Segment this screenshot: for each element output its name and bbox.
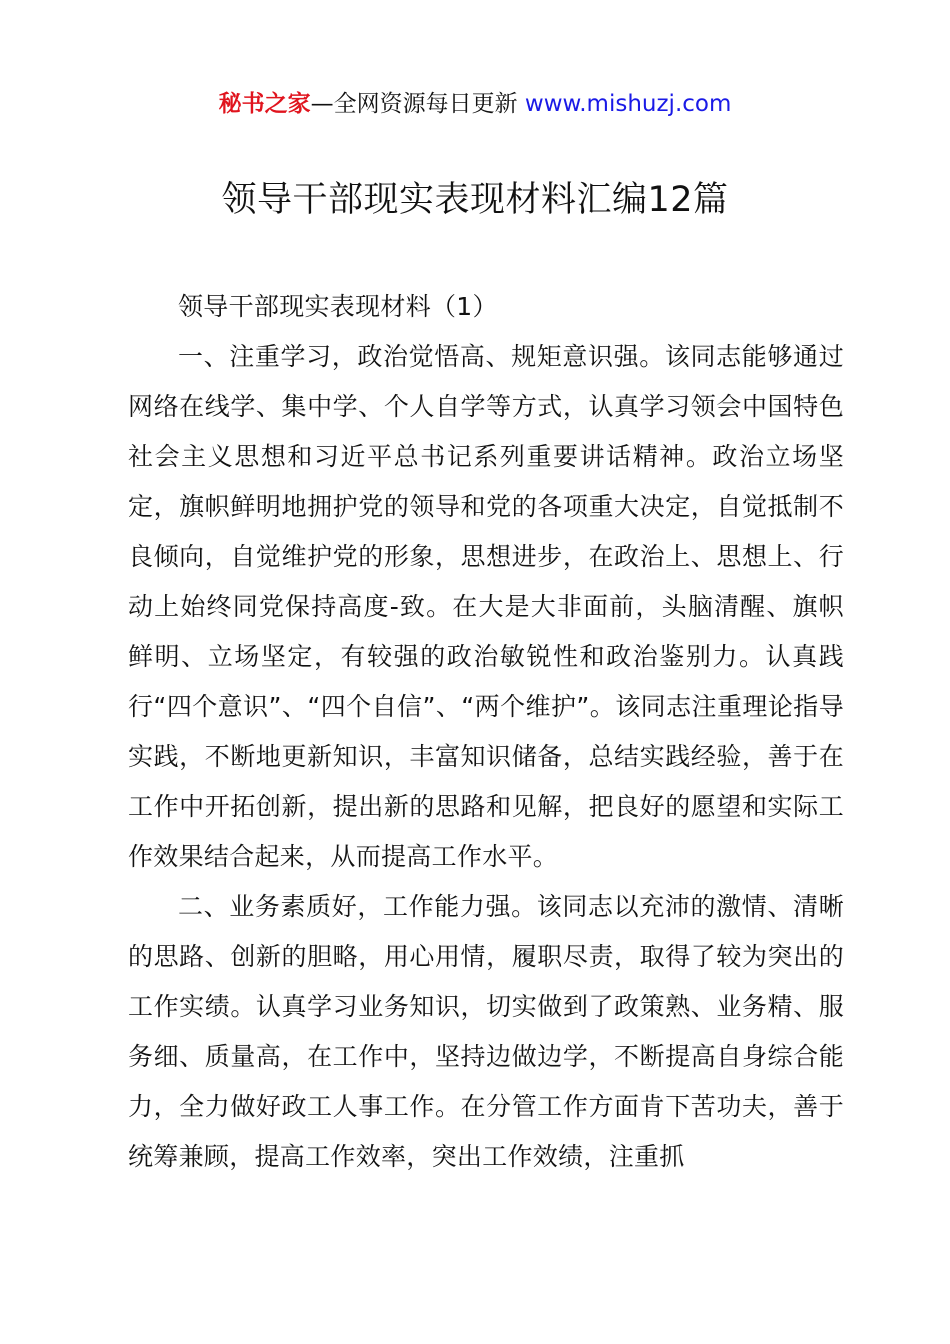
document-body — [128, 282, 844, 1182]
header-tagline: —全网资源每日更新 — [310, 91, 525, 117]
paragraph-2: 二、业务素质好，工作能力强。该同志以充沛的激情、清晰的思路、创新的胆略，用心用情，履职尽责，取得了较为突出的工作实绩。认真学习业务知识，切实做到了政策熟、业务精、服务细、质量高，在工作中，坚持边做边学，不断提高自身综合能力，全力做好政工人事工作。在分管工作方面肯下苦功夫，善于统筹兼顾，提高工作效率，突出工作效绩，注重抓 — [128, 892, 844, 1171]
site-url-link[interactable]: www.mishuzj.com — [524, 91, 732, 117]
section-heading: 领导干部现实表现材料（1） — [178, 292, 498, 321]
paragraph-1: 一、注重学习，政治觉悟高、规矩意识强。该同志能够通过网络在线学、集中学、个人自学等方式，认真学习领会中国特色社会主义思想和习近平总书记系列重要讲话精神。政治立场坚定，旗帜鲜明地拥护党的领导和党的各项重大决定，自觉抵制不良倾向，自觉维护党的形象，思想进步，在政治上、思想上、行动上始终同党保持高度-致。在大是大非面前，头脑清醒、旗帜鲜明、立场坚定，有较强的政治敏锐性和政治鉴别力。认真践行“四个意识”、“四个自信”、“两个维护”。该同志注重理论指导实践，不断地更新知识，丰富知识储备，总结实践经验，善于在工作中开拓创新，提出新的思路和见解，把良好的愿望和实际工作效果结合起来，从而提高工作水平。 — [128, 342, 844, 871]
site-header — [0, 88, 950, 120]
document-title: 领导干部现实表现材料汇编12篇 — [221, 180, 729, 220]
brand-name: 秘书之家 — [218, 91, 311, 117]
